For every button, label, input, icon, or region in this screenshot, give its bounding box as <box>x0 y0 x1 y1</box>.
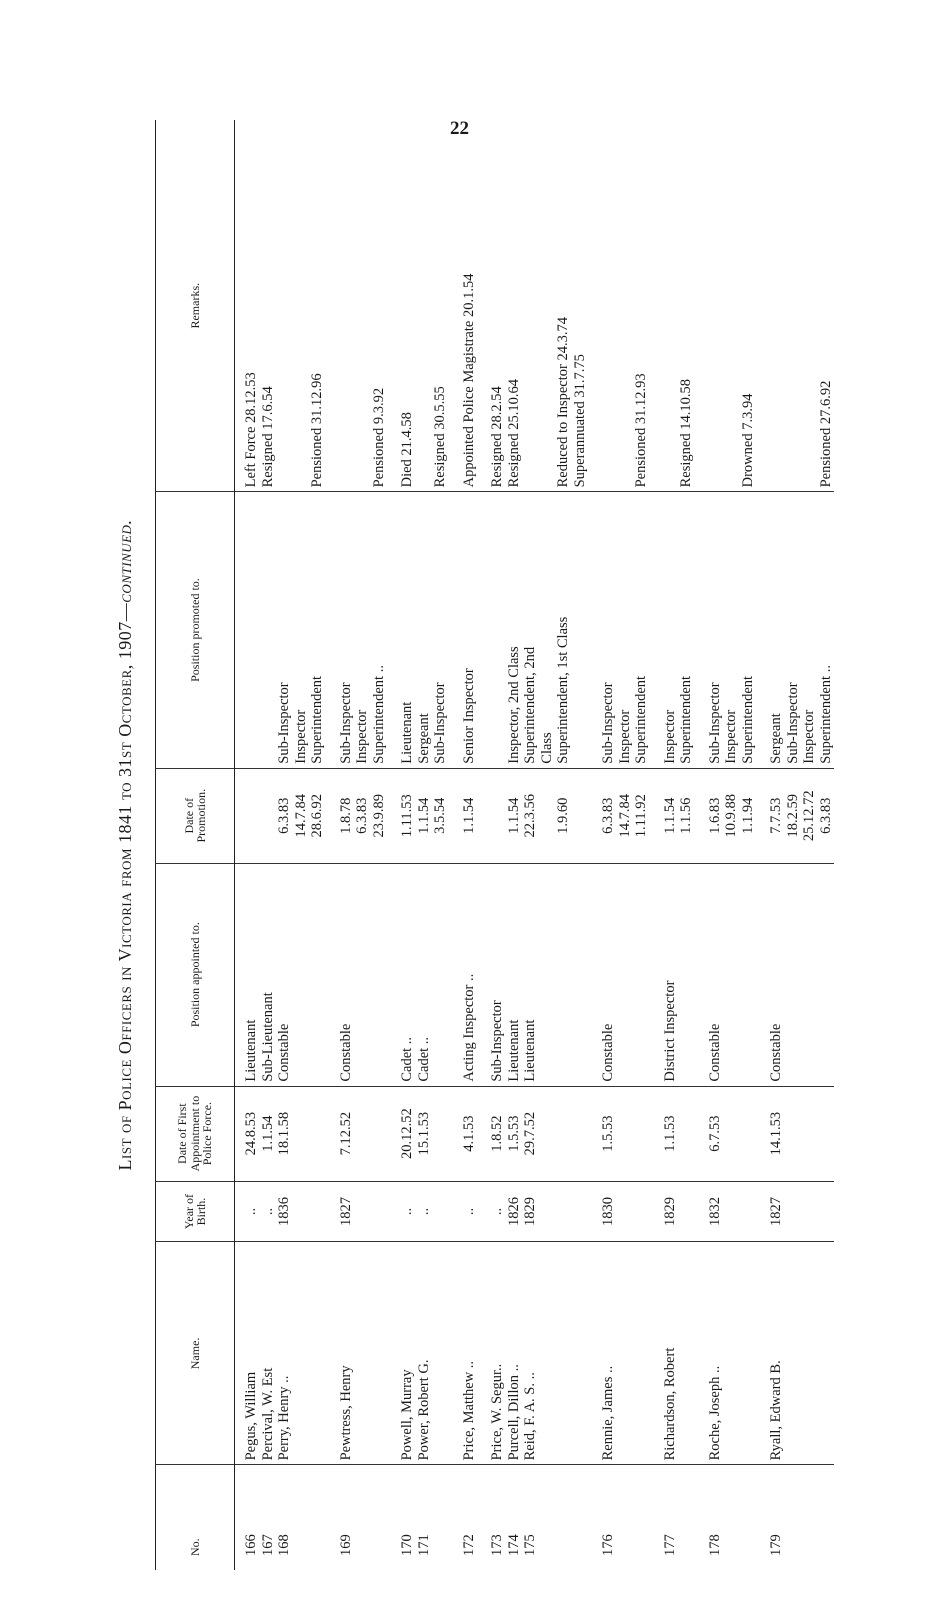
cell-year-of-birth-line: .. <box>415 1207 432 1216</box>
cell-number-line: 168 <box>276 1534 292 1556</box>
cell-position-promoted <box>506 492 523 768</box>
cell-number-line: 179 <box>768 1534 784 1556</box>
cell-remarks <box>326 120 388 492</box>
cell-year-of-birth-line: .. <box>489 1207 505 1216</box>
page-number: 22 <box>450 118 469 139</box>
cell-remarks-line <box>416 124 433 487</box>
cell-year-of-birth <box>449 1181 478 1242</box>
cell-number <box>260 1465 277 1570</box>
table-row <box>387 120 416 1570</box>
table-row <box>235 120 260 1570</box>
cell-remarks-line <box>338 124 355 487</box>
cell-position-promoted <box>276 492 326 768</box>
cell-remarks <box>650 120 695 492</box>
cell-position-promoted-line: Sub-Inspector <box>706 682 723 764</box>
cell-name <box>756 1242 834 1465</box>
cell-position-promoted <box>522 492 588 768</box>
table-row <box>522 120 588 1570</box>
cell-position-promoted <box>260 492 277 768</box>
cell-first-appointment <box>387 1086 416 1181</box>
cell-first-appointment-line: 14.1.53 <box>768 1111 784 1156</box>
table-row <box>506 120 523 1570</box>
cell-position-promoted <box>650 492 695 768</box>
cell-position-promoted-line: Class <box>538 732 555 764</box>
cell-position-promoted <box>416 492 449 768</box>
cell-promotion-date-line: 1.1.54 <box>505 797 522 834</box>
cell-first-appointment <box>235 1086 260 1181</box>
cell-name-line: Rennie, James .. <box>600 1365 616 1461</box>
cell-position-promoted <box>449 492 478 768</box>
cell-year-of-birth-line: 1836 <box>276 1197 292 1227</box>
cell-name-line: Perry, Henry .. <box>276 1375 292 1461</box>
cell-year-of-birth <box>387 1181 416 1242</box>
cell-name <box>695 1242 757 1465</box>
cell-position-appointed <box>477 863 506 1086</box>
cell-remarks-line <box>354 124 371 487</box>
cell-year-of-birth-line: 1827 <box>768 1197 784 1227</box>
cell-number <box>449 1465 478 1570</box>
cell-name <box>650 1242 695 1465</box>
cell-year-of-birth <box>235 1181 260 1242</box>
cell-number-line: 174 <box>505 1534 522 1556</box>
cell-promotion-date <box>387 768 416 863</box>
cell-year-of-birth-line: .. <box>399 1207 415 1216</box>
cell-first-appointment <box>588 1086 650 1181</box>
cell-year-of-birth <box>588 1181 650 1242</box>
cell-first-appointment-line: 20.12.52 <box>399 1108 415 1160</box>
cell-promotion-date-line: 1.11.53 <box>399 794 415 838</box>
cell-year-of-birth <box>650 1181 695 1242</box>
cell-first-appointment <box>416 1086 449 1181</box>
cell-name-line: Power, Robert G. <box>415 1359 432 1461</box>
cell-number <box>506 1465 523 1570</box>
cell-first-appointment-line: 1.1.54 <box>259 1115 276 1152</box>
cell-number <box>756 1465 834 1570</box>
cell-position-promoted-line: Senior Inspector <box>460 668 477 764</box>
table-body <box>235 120 835 1570</box>
cell-promotion-date-line: 6.3.83 <box>817 797 834 834</box>
cell-year-of-birth <box>416 1181 449 1242</box>
cell-position-promoted <box>326 492 388 768</box>
cell-year-of-birth <box>756 1181 834 1242</box>
cell-remarks <box>522 120 588 492</box>
cell-promotion-date-line: 6.3.83 <box>354 797 370 834</box>
cell-promotion-date-line: 3.5.54 <box>432 797 448 834</box>
cell-position-appointed-line: Constable <box>768 1023 784 1082</box>
cell-position-appointed-line: Sub-Inspector <box>489 1000 505 1082</box>
cell-promotion-date <box>650 768 695 863</box>
cell-first-appointment <box>449 1086 478 1181</box>
cell-name <box>387 1242 416 1465</box>
cell-year-of-birth-line: 1829 <box>661 1197 678 1227</box>
cell-promotion-date-line: 18.2.59 <box>784 793 801 838</box>
cell-first-appointment-line: 4.1.53 <box>460 1115 477 1152</box>
cell-year-of-birth-line: 1832 <box>706 1197 723 1227</box>
cell-first-appointment-line: 6.7.53 <box>706 1115 723 1152</box>
cell-promotion-date-line: 14.7.84 <box>616 793 633 838</box>
cell-position-appointed-line: Sub-Lieutenant <box>259 992 276 1082</box>
cell-position-promoted <box>235 492 260 768</box>
cell-number-line: 171 <box>415 1534 432 1556</box>
cell-first-appointment <box>477 1086 506 1181</box>
cell-position-promoted-line: Inspector <box>661 709 678 764</box>
cell-number <box>387 1465 416 1570</box>
cell-name-line: Powell, Murray <box>399 1369 415 1461</box>
cell-position-promoted-line: Inspector <box>723 709 739 764</box>
cell-year-of-birth-line: .. <box>259 1207 276 1216</box>
cell-name-line: Ryall, Edward B. <box>768 1360 784 1461</box>
cell-first-appointment-line: 15.1.53 <box>415 1111 432 1156</box>
cell-position-promoted <box>477 492 506 768</box>
cell-promotion-date-line: 28.6.92 <box>309 793 325 838</box>
cell-remarks-line: Reduced to Inspector 24.3.74 <box>555 317 571 488</box>
cell-remarks-line <box>768 124 785 487</box>
cell-remarks <box>695 120 757 492</box>
cell-first-appointment-line: 29.7.52 <box>522 1111 538 1156</box>
cell-position-promoted-line: Superintendent <box>739 675 756 764</box>
cell-position-appointed <box>235 863 260 1086</box>
table-row <box>416 120 449 1570</box>
cell-name <box>260 1242 277 1465</box>
cell-remarks-line: Appointed Police Magistrate 20.1.54 <box>460 273 477 488</box>
cell-remarks-line <box>276 124 293 487</box>
table-header-row <box>156 120 235 1570</box>
cell-position-promoted-line: Superintendent .. <box>370 665 387 764</box>
cell-position-appointed <box>449 863 478 1086</box>
cell-position-appointed <box>695 863 757 1086</box>
cell-remarks-line: Resigned 25.10.64 <box>505 379 522 488</box>
cell-position-appointed <box>276 863 326 1086</box>
cell-number <box>416 1465 449 1570</box>
cell-year-of-birth <box>260 1181 277 1242</box>
cell-name-line: Pewtress, Henry <box>337 1365 354 1461</box>
cell-year-of-birth <box>522 1181 588 1242</box>
cell-position-appointed <box>522 863 588 1086</box>
cell-position-promoted-line: Sub-Inspector <box>276 682 292 764</box>
cell-name <box>588 1242 650 1465</box>
cell-remarks-line <box>707 124 724 487</box>
cell-promotion-date-line: 25.12.72 <box>801 790 817 842</box>
cell-remarks-line <box>600 124 617 487</box>
cell-position-appointed-line: Constable <box>600 1023 616 1082</box>
cell-promotion-date-line: 22.3.56 <box>522 793 538 838</box>
cell-promotion-date-line <box>539 773 556 859</box>
cell-position-appointed <box>756 863 834 1086</box>
cell-number-line: 169 <box>337 1534 354 1556</box>
cell-remarks-line: Left Force 28.12.53 <box>243 372 259 488</box>
cell-year-of-birth-line: .. <box>243 1207 259 1216</box>
cell-remarks <box>588 120 650 492</box>
cell-number <box>522 1465 588 1570</box>
cell-position-appointed <box>588 863 650 1086</box>
page-title <box>115 120 143 1570</box>
cell-promotion-date-line: 1.1.56 <box>678 797 694 834</box>
cell-remarks-line: Resigned 28.2.54 <box>489 386 505 488</box>
header-promotion-date: Date of Promotion. <box>156 768 235 863</box>
cell-position-appointed-line: District Inspector <box>661 980 678 1082</box>
cell-position-promoted <box>695 492 757 768</box>
cell-promotion-date <box>326 768 388 863</box>
cell-first-appointment-line: 24.8.53 <box>243 1111 259 1156</box>
cell-name <box>449 1242 478 1465</box>
cell-position-promoted-line: Superintendent, 1st Class <box>555 616 571 764</box>
cell-number <box>650 1465 695 1570</box>
cell-promotion-date <box>449 768 478 863</box>
cell-remarks-line: Pensioned 9.3.92 <box>370 387 387 488</box>
cell-number-line: 167 <box>259 1534 276 1556</box>
cell-promotion-date <box>522 768 588 863</box>
cell-remarks <box>235 120 260 492</box>
cell-position-appointed-line: Constable <box>706 1023 723 1082</box>
cell-promotion-date-line: 1.1.54 <box>415 797 432 834</box>
cell-promotion-date-line: 6.3.83 <box>276 797 292 834</box>
cell-remarks-line: Pensioned 27.6.92 <box>817 380 834 488</box>
cell-name-line: Reid, F. A. S. .. <box>522 1372 538 1461</box>
cell-remarks-line: Resigned 17.6.54 <box>259 386 276 488</box>
cell-promotion-date <box>260 768 277 863</box>
cell-position-promoted-line: Inspector, 2nd Class <box>505 646 522 764</box>
cell-position-promoted-line: Superintendent <box>309 675 325 764</box>
cell-remarks-line: Died 21.4.58 <box>399 412 415 488</box>
cell-remarks-line <box>662 124 679 487</box>
cell-year-of-birth-line: .. <box>460 1207 477 1216</box>
cell-remarks <box>260 120 277 492</box>
cell-position-promoted-line: Sub-Inspector <box>337 682 354 764</box>
cell-position-promoted <box>387 492 416 768</box>
cell-position-promoted-line: Superintendent <box>678 675 694 764</box>
cell-position-promoted-line: Inspector <box>616 709 633 764</box>
cell-number <box>276 1465 326 1570</box>
cell-position-appointed <box>506 863 523 1086</box>
header-year-of-birth: Year of Birth. <box>156 1181 235 1242</box>
cell-remarks <box>756 120 834 492</box>
cell-promotion-date <box>506 768 523 863</box>
header-first-appointment: Date of First Appointment to Police Force. <box>156 1086 235 1181</box>
cell-remarks-line <box>539 124 556 487</box>
cell-position-promoted-line: Lieutenant <box>399 701 415 764</box>
cell-promotion-date-line: 1.1.54 <box>661 797 678 834</box>
cell-year-of-birth-line: 1830 <box>600 1197 616 1227</box>
cell-first-appointment-line: 18.1.58 <box>276 1111 292 1156</box>
cell-name <box>416 1242 449 1465</box>
cell-position-promoted-line: Sergeant <box>415 713 432 764</box>
cell-first-appointment-line: 1.5.53 <box>505 1115 522 1152</box>
cell-position-appointed <box>326 863 388 1086</box>
title-main: List of Police Officers in Victoria from 1841 to 31st October, 1907— <box>115 602 135 1171</box>
cell-position-promoted-line: Inspector <box>354 709 370 764</box>
cell-name-line: Price, Matthew .. <box>460 1360 477 1461</box>
cell-position-appointed <box>650 863 695 1086</box>
table-row <box>477 120 506 1570</box>
title-continued: continued. <box>115 519 135 603</box>
table-row <box>756 120 834 1570</box>
cell-name-line: Percival, W. Est <box>259 1367 276 1461</box>
cell-year-of-birth-line: 1826 <box>505 1197 522 1227</box>
cell-number-line: 172 <box>460 1534 477 1556</box>
cell-first-appointment <box>260 1086 277 1181</box>
cell-position-promoted-line: Sub-Inspector <box>600 682 616 764</box>
cell-year-of-birth-line: 1829 <box>522 1197 538 1227</box>
cell-number <box>477 1465 506 1570</box>
cell-promotion-date-line: 10.9.88 <box>723 793 739 838</box>
cell-number-line: 173 <box>489 1534 505 1556</box>
cell-promotion-date <box>416 768 449 863</box>
cell-year-of-birth <box>326 1181 388 1242</box>
cell-position-promoted-line: Inspector <box>801 709 817 764</box>
cell-position-appointed-line: Lieutenant <box>505 1019 522 1082</box>
cell-remarks-line <box>723 124 740 487</box>
cell-promotion-date <box>276 768 326 863</box>
table-row <box>449 120 478 1570</box>
cell-position-appointed-line: Acting Inspector .. <box>460 973 477 1082</box>
table-row <box>588 120 650 1570</box>
cell-promotion-date-line: 23.9.89 <box>370 793 387 838</box>
cell-first-appointment <box>650 1086 695 1181</box>
cell-remarks <box>449 120 478 492</box>
cell-remarks-line: Superannuated 31.7.75 <box>571 354 588 488</box>
cell-promotion-date-line: 1.9.60 <box>555 797 571 834</box>
cell-position-promoted-line: Superintendent <box>633 675 649 764</box>
cell-position-appointed-line: Cadet .. <box>399 1036 415 1082</box>
cell-first-appointment <box>506 1086 523 1181</box>
cell-first-appointment <box>695 1086 757 1181</box>
cell-promotion-date <box>477 768 506 863</box>
cell-number-line: 176 <box>600 1534 616 1556</box>
cell-remarks-line <box>293 124 310 487</box>
cell-name <box>276 1242 326 1465</box>
cell-promotion-date <box>695 768 757 863</box>
cell-remarks-line: Drowned 7.3.94 <box>739 393 756 488</box>
cell-year-of-birth <box>276 1181 326 1242</box>
cell-first-appointment <box>276 1086 326 1181</box>
cell-number <box>235 1465 260 1570</box>
cell-name-line: Price, W. Segur.. <box>489 1363 505 1461</box>
cell-position-promoted <box>756 492 834 768</box>
cell-promotion-date-line: 1.1.94 <box>739 797 756 834</box>
cell-position-promoted-line: Superintendent, 2nd <box>522 646 538 764</box>
cell-year-of-birth <box>506 1181 523 1242</box>
cell-position-promoted-line: Sub-Inspector <box>784 682 801 764</box>
cell-remarks-line: Resigned 30.5.55 <box>432 386 448 488</box>
cell-position-appointed-line: Constable <box>337 1023 354 1082</box>
cell-remarks-line <box>522 124 539 487</box>
header-remarks: Remarks. <box>156 120 235 492</box>
table-row <box>650 120 695 1570</box>
cell-name-line: Pegus, William <box>243 1371 259 1461</box>
cell-position-appointed-line: Lieutenant <box>522 1019 538 1082</box>
cell-number <box>326 1465 388 1570</box>
cell-promotion-date <box>235 768 260 863</box>
rotated-table-sheet <box>115 120 855 1570</box>
cell-position-promoted-line: Sergeant <box>768 713 784 764</box>
cell-number-line: 177 <box>661 1534 678 1556</box>
cell-position-promoted <box>588 492 650 768</box>
cell-position-appointed-line: Constable <box>276 1023 292 1082</box>
cell-promotion-date-line: 1.1.54 <box>460 797 477 834</box>
cell-number-line: 170 <box>399 1534 415 1556</box>
cell-promotion-date-line: 14.7.84 <box>292 793 309 838</box>
header-name: Name. <box>156 1242 235 1465</box>
cell-first-appointment-line: 7.12.52 <box>337 1111 354 1156</box>
cell-name-line: Purcell, Dillon .. <box>505 1364 522 1461</box>
cell-remarks <box>506 120 523 492</box>
header-no: No. <box>156 1465 235 1570</box>
cell-promotion-date <box>756 768 834 863</box>
cell-remarks-line: Pensioned 31.12.96 <box>309 373 325 488</box>
cell-remarks <box>387 120 416 492</box>
cell-position-appointed <box>260 863 277 1086</box>
cell-name <box>326 1242 388 1465</box>
cell-position-appointed <box>387 863 416 1086</box>
cell-remarks-line <box>785 124 802 487</box>
cell-position-appointed <box>416 863 449 1086</box>
cell-name-line: Roche, Joseph .. <box>706 1365 723 1461</box>
cell-promotion-date-line: 7.7.53 <box>768 797 784 834</box>
cell-year-of-birth <box>477 1181 506 1242</box>
cell-remarks-line <box>801 124 818 487</box>
header-position-appointed: Position appointed to. <box>156 863 235 1086</box>
table-row <box>260 120 277 1570</box>
table-row <box>276 120 326 1570</box>
cell-year-of-birth-line: 1827 <box>337 1197 354 1227</box>
cell-position-promoted-line: Inspector <box>292 709 309 764</box>
cell-number-line: 178 <box>706 1534 723 1556</box>
cell-promotion-date-line: 1.6.83 <box>706 797 723 834</box>
cell-first-appointment <box>522 1086 588 1181</box>
cell-remarks-line <box>617 124 634 487</box>
cell-remarks <box>416 120 449 492</box>
cell-first-appointment-line: 1.5.53 <box>600 1115 616 1152</box>
cell-first-appointment-line: 1.8.52 <box>489 1115 505 1152</box>
cell-number <box>695 1465 757 1570</box>
cell-first-appointment <box>326 1086 388 1181</box>
table-row <box>326 120 388 1570</box>
cell-promotion-date-line: 6.3.83 <box>600 797 616 834</box>
cell-name-line: Richardson, Robert <box>661 1347 678 1461</box>
cell-name <box>506 1242 523 1465</box>
table-row <box>695 120 757 1570</box>
cell-position-promoted-line: Superintendent .. <box>817 665 834 764</box>
cell-name <box>477 1242 506 1465</box>
cell-number <box>588 1465 650 1570</box>
cell-name <box>522 1242 588 1465</box>
cell-promotion-date <box>588 768 650 863</box>
header-position-promoted: Position promoted to. <box>156 492 235 768</box>
cell-remarks <box>477 120 506 492</box>
officers-table <box>155 120 834 1570</box>
cell-number-line: 175 <box>522 1534 538 1556</box>
cell-name <box>235 1242 260 1465</box>
cell-promotion-date-line: 1.11.92 <box>633 794 649 838</box>
cell-first-appointment <box>756 1086 834 1181</box>
cell-year-of-birth <box>695 1181 757 1242</box>
cell-position-appointed-line: Lieutenant <box>243 1019 259 1082</box>
cell-position-appointed-line: Cadet .. <box>415 1036 432 1082</box>
cell-first-appointment-line: 1.1.53 <box>661 1115 678 1152</box>
cell-promotion-date-line: 1.8.78 <box>337 797 354 834</box>
cell-position-promoted-line: Sub-Inspector <box>432 682 448 764</box>
cell-remarks-line: Resigned 14.10.58 <box>678 379 694 488</box>
cell-remarks-line: Pensioned 31.12.93 <box>633 373 649 488</box>
cell-remarks <box>276 120 326 492</box>
cell-number-line: 166 <box>243 1534 259 1556</box>
